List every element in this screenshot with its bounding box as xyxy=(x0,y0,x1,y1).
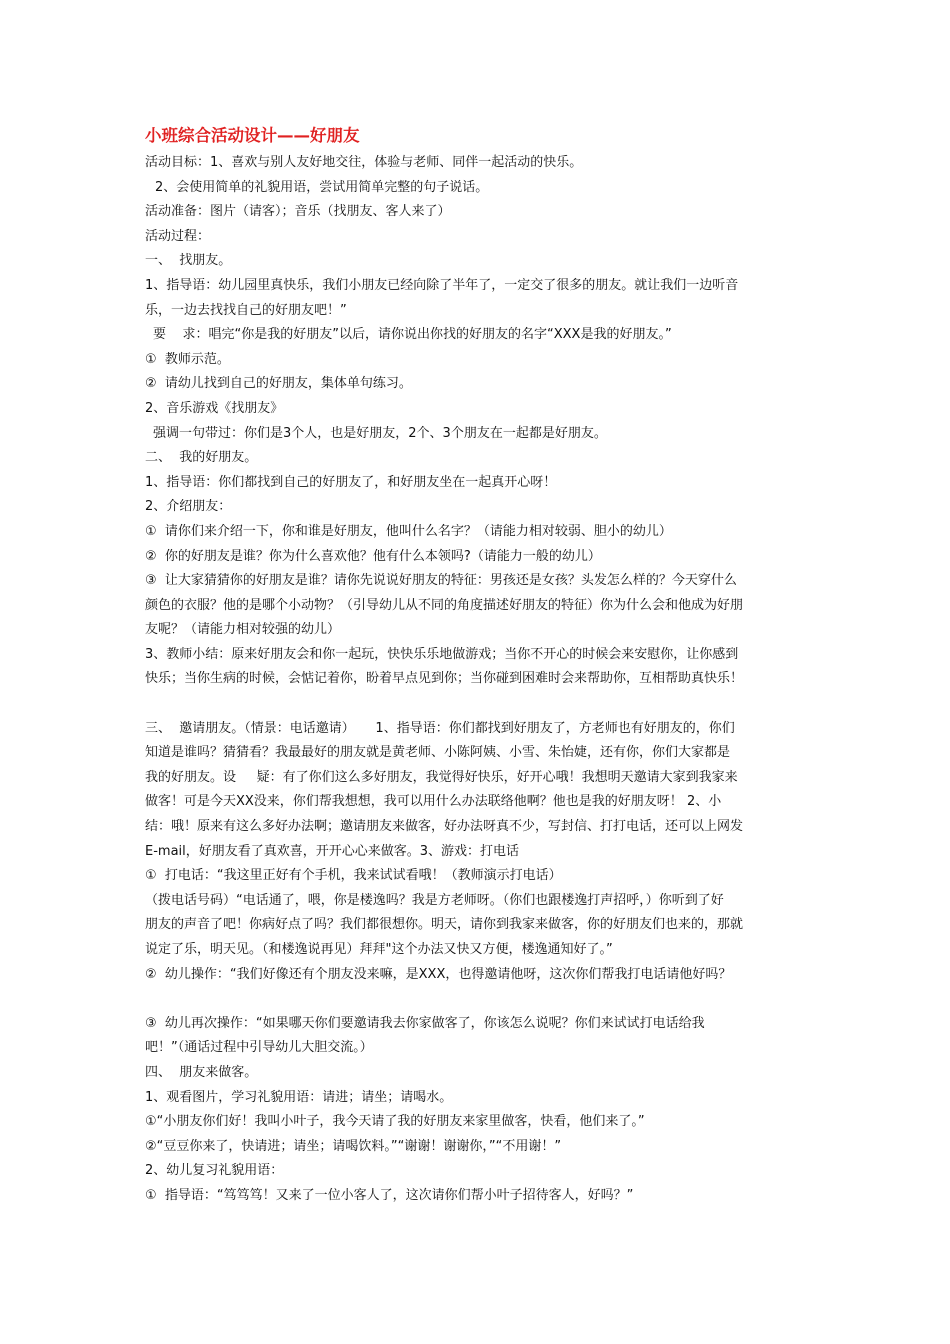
paragraph-line: ①“小朋友你们好！我叫小叶子，我今天请了我的好朋友来家里做客，快看，他们来了。” xyxy=(145,1114,645,1130)
paragraph-line xyxy=(145,692,815,717)
paragraph-line: 做客！可是今天XX没来，你们帮我想想，我可以用什么办法联络他啊？他也是我的好朋友呀！ 2、小 xyxy=(145,794,722,810)
paragraph-line: 1、指导语：幼儿园里真快乐，我们小朋友已经向除了半年了，一定交了很多的朋友。就让我们一边听音 xyxy=(145,277,739,293)
paragraph-line: 三、 邀请朋友。（情景：电话邀请） 1、指导语：你们都找到好朋友了，方老师也有好朋友的，你们 xyxy=(145,720,735,736)
paragraph-line: ② 你的好朋友是谁？你为什么喜欢他？他有什么本领吗?（请能力一般的幼儿） xyxy=(145,548,601,564)
paragraph-line: 2、音乐游戏《找朋友》 xyxy=(145,400,284,416)
paragraph-line: 四、 朋友来做客。 xyxy=(145,1064,258,1080)
paragraph-line: 强调一句带过：你们是3个人，也是好朋友，2个、3个朋友在一起都是好朋友。 xyxy=(153,425,607,441)
paragraph-line: 2、介绍朋友： xyxy=(145,499,232,515)
paragraph-line: 快乐；当你生病的时候，会惦记着你，盼着早点见到你；当你碰到困难时会来帮助你，互相帮助真快乐！ xyxy=(145,671,744,687)
paragraph-line: 朋友的声音了吧！你病好点了吗？我们都很想你。明天，请你到我家来做客，你的好朋友们也来的，那就 xyxy=(145,917,744,933)
paragraph-line: E-mail，好朋友看了真欢喜，开开心心来做客。3、游戏：打电话 xyxy=(145,843,520,859)
document-title: 小班综合活动设计——好朋友 xyxy=(145,126,360,145)
paragraph-line: ① 指导语：“笃笃笃！又来了一位小客人了，这次请你们帮小叶子招待客人，好吗？” xyxy=(145,1187,634,1203)
paragraph-line xyxy=(145,987,815,1012)
paragraph-line: 我的好朋友。设 疑：有了你们这么多好朋友，我觉得好快乐，好开心哦！我想明天邀请大家到我家来 xyxy=(145,769,738,785)
paragraph-line: 3、教师小结：原来好朋友会和你一起玩，快快乐乐地做游戏；当你不开心的时候会来安慰你，让你感到 xyxy=(145,646,739,662)
paragraph-line: ③ 让大家猜猜你的好朋友是谁？请你先说说好朋友的特征：男孩还是女孩？头发怎么样的？今天穿什么 xyxy=(145,573,737,589)
paragraph-line: ① 打电话：“我这里正好有个手机，我来试试看哦！（教师演示打电话） xyxy=(145,868,562,884)
paragraph-line: 1、观看图片，学习礼貌用语：请进；请坐；请喝水。 xyxy=(145,1089,453,1105)
paragraph-line: ② 幼儿操作：“我们好像还有个朋友没来嘛，是XXX，也得邀请他呀，这次你们帮我打电话请他好吗？ xyxy=(145,966,732,982)
paragraph-line: 结：哦！原来有这么多好办法啊；邀请朋友来做客，好办法呀真不少，写封信、打打电话，还可以上网发 xyxy=(145,819,744,835)
document-body xyxy=(145,151,815,1209)
paragraph-line: ② 请幼儿找到自己的好朋友，集体单句练习。 xyxy=(145,376,412,392)
paragraph-line: ① 教师示范。 xyxy=(145,351,230,367)
paragraph-line: 1、指导语：你们都找到自己的好朋友了，和好朋友坐在一起真开心呀！ xyxy=(145,474,557,490)
paragraph-line: 说定了乐，明天见。（和楼逸说再见）拜拜"这个办法又快又方便，楼逸通知好了。” xyxy=(145,942,613,957)
paragraph-line: 2、幼儿复习礼貌用语： xyxy=(145,1163,284,1179)
paragraph-line: 活动目标：1、喜欢与别人友好地交往，体验与老师、同伴一起活动的快乐。 xyxy=(145,155,583,170)
paragraph-line: ③ 幼儿再次操作：“如果哪天你们要邀请我去你家做客了，你该怎么说呢？你们来试试打电话给我 xyxy=(145,1015,705,1031)
paragraph-line: 2、会使用简单的礼貌用语，尝试用简单完整的句子说话。 xyxy=(155,179,489,195)
paragraph-line: 活动准备：图片（请客）；音乐（找朋友、客人来了） xyxy=(145,204,451,220)
paragraph-line: 乐，一边去找找自己的好朋友吧！” xyxy=(145,302,347,318)
paragraph-line: 知道是谁吗？猜猜看？我最最好的朋友就是黄老师、小陈阿姨、小雪、朱怡婕，还有你，你们大家都是 xyxy=(145,745,731,761)
document-page xyxy=(145,122,815,1209)
paragraph-line: 友呢？（请能力相对较强的幼儿） xyxy=(145,622,341,638)
paragraph-line: 吧！”（通话过程中引导幼儿大胆交流。） xyxy=(145,1040,373,1056)
paragraph-line: ②“豆豆你来了，快请进；请坐；请喝饮料。”“谢谢！谢谢你，”“不用谢！” xyxy=(145,1138,562,1154)
paragraph-line: 一、 找朋友。 xyxy=(145,253,232,269)
paragraph-line: 要 求：唱完“你是我的好朋友”以后，请你说出你找的好朋友的名字“XXX是我的好朋友。” xyxy=(153,327,672,343)
paragraph-line: 活动过程： xyxy=(145,228,211,244)
paragraph-line: （拨电话号码）“电话通了，喂，你是楼逸吗？我是方老师呀。（你们也跟楼逸打声招呼，）你听到了好 xyxy=(145,892,724,908)
paragraph-line: 颜色的衣服？他的是哪个小动物？（引导幼儿从不同的角度描述好朋友的特征）你为什么会和他成为好朋 xyxy=(145,597,744,613)
paragraph-line: ① 请你们来介绍一下，你和谁是好朋友，他叫什么名字？（请能力相对较弱、胆小的幼儿） xyxy=(145,523,672,539)
paragraph-line: 二、 我的好朋友。 xyxy=(145,450,258,466)
